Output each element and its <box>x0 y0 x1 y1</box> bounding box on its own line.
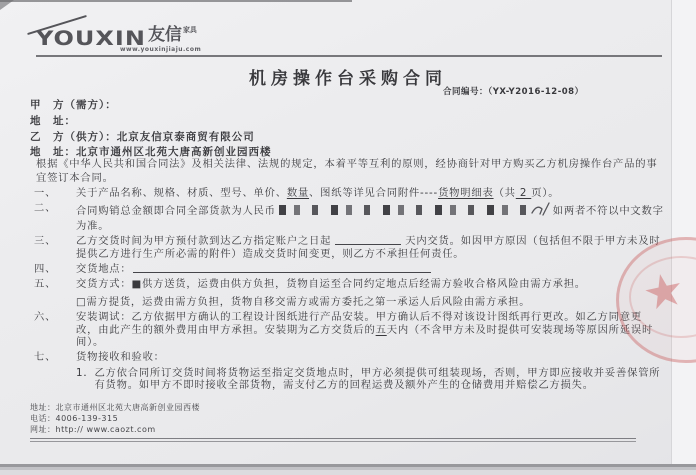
delivery-place-blank <box>133 263 431 273</box>
party-a-address-label: 地 址： <box>30 114 76 127</box>
clause-1-part: 页）。 <box>531 187 560 199</box>
clause-1-underlined: 货物明细表 <box>438 187 494 199</box>
clause-1-underlined: 数量 <box>286 187 310 199</box>
clause-3-text <box>76 235 664 260</box>
clause-7-item-1 <box>76 367 664 392</box>
clause-7 <box>30 351 664 391</box>
parties-block <box>30 99 272 162</box>
clause-2-text <box>76 202 664 232</box>
footer-address: 地址：北京市通州区北苑大唐高新创业园西楼 <box>30 403 200 412</box>
clause-6-part: 天内（不含甲方未及时提供可安装现场等原因所延误时间）。 <box>76 323 654 349</box>
clause-7-number: 七、 <box>34 351 57 364</box>
clause-3-part: 天内交货。如因甲方原因（包括但不限于甲方未及时提供乙方进行生产所必需的附件）造成交货时间变更，则乙方不承担任何责任。 <box>76 235 661 260</box>
clause-3-number: 三、 <box>34 235 57 248</box>
clause-1-part: 、图纸等详见合同附件---- <box>309 187 439 199</box>
clause-7-item-1-text: 乙方依合同所订交货时间将货物运至指定交货地点时，甲方必须提供可组装现场，否则，甲方即应接收并妥善保管所有货物。如甲方不即时接收全部货物，需支付乙方的回程运费及额外产生的仓储费用并赔偿乙方损失。 <box>94 366 661 392</box>
clause-1-part: 关于产品名称、规格、材质、型号、单价、 <box>76 187 287 199</box>
clause-1-part: （共 <box>493 187 516 199</box>
seal-star-icon: ★ <box>637 260 690 322</box>
header-divider <box>36 55 662 57</box>
scan-bottom-edge <box>0 464 696 475</box>
logo-chinese-small-text: 家具 <box>182 26 197 34</box>
footer-divider <box>30 438 636 442</box>
clause-2-part: 如两者不符以中文数字为准。 <box>76 205 664 232</box>
logo-latin-text: YOUXIN <box>36 27 146 50</box>
logo-chinese-text: 友信 <box>147 25 182 45</box>
party-b-label: 乙 方（供方）： <box>30 130 117 143</box>
party-b-address-label: 地 址： <box>30 146 76 159</box>
clauses-list <box>30 187 664 395</box>
clause-2 <box>30 202 664 232</box>
clause-2-part: 合同购销总金额即合同全部货款为人民币 <box>76 205 276 218</box>
footer-phone: 电话：4006-139-315 <box>30 414 119 423</box>
clause-6-underlined: 五 <box>375 323 387 336</box>
party-b-value: 北京友信京泰商贸有限公司 <box>116 130 255 143</box>
footer-website: 网址：http:// www.caozt.com <box>30 425 156 434</box>
clause-3 <box>30 235 664 260</box>
page-title: 机房操作台采购合同 <box>249 69 447 89</box>
page-footer <box>30 402 200 435</box>
clause-4-text <box>76 263 664 275</box>
party-a-label: 甲 方（需方）： <box>30 99 117 111</box>
clause-7-item-1-number: 1． <box>76 366 95 379</box>
clause-3-part: 乙方交货时间为甲方预付款到达乙方指定账户之日起 <box>76 235 332 248</box>
logo-website-text: www.youxinjiaju.com <box>120 46 202 53</box>
clause-7-body <box>76 351 664 391</box>
delivery-days-blank <box>335 235 401 245</box>
scan-edge-shadow <box>0 0 352 2</box>
party-b-address-value: 北京市通州区北苑大唐高新创业园西楼 <box>76 146 272 159</box>
clause-1 <box>30 187 664 199</box>
party-a-address-line <box>30 115 272 128</box>
clause-6-text <box>76 311 664 348</box>
clause-5-number: 五、 <box>34 278 57 291</box>
delivery-place-label: 交货地点： <box>76 263 132 276</box>
clause-4 <box>30 263 664 275</box>
clause-5-text <box>76 278 664 308</box>
contract-number: 合同编号：（YX-Y2016-12-08） <box>443 87 584 97</box>
clause-6 <box>30 311 664 348</box>
clause-2-number: 二、 <box>34 202 57 215</box>
clause-5 <box>30 278 664 308</box>
clause-1-number: 一、 <box>34 187 57 199</box>
clause-6-number: 六、 <box>34 311 57 324</box>
delivery-option-supplier: 交货方式：■供方送货，运费由供方负担，货物自运至合同约定地点后经需方验收合格风险由需方承担。 <box>76 278 586 291</box>
clause-6-part: 安装调试：乙方依据甲方确认的工程设计图纸进行产品安装。甲方确认后不得对该设计图纸再行更改。如乙方同意更改，由此产生的额外费用由甲方承担。安装期为乙方交货后的 <box>76 311 642 336</box>
contract-preamble: 根据《中华人民共和国合同法》及相关法律、法规的规定，本着平等互利的原则，经协商针对甲方购买乙方机房操作台产品的事宜签订本合同。 <box>36 158 658 184</box>
handwritten-mark <box>530 202 550 219</box>
corner-fold-mark <box>0 0 14 10</box>
party-b-line <box>30 131 272 144</box>
clause-1-underlined: 2 <box>515 187 532 199</box>
clause-4-number: 四、 <box>34 263 57 276</box>
party-a-line <box>30 99 272 112</box>
clause-7-heading: 货物接收和验收： <box>76 351 165 364</box>
clause-1-text <box>76 187 664 199</box>
delivery-option-buyer: □需方提货，运费由需方负担，货物自移交需方或需方委托之第一承运人后风险由需方承担。 <box>76 295 531 308</box>
redacted-amount-mosaic <box>279 205 527 215</box>
